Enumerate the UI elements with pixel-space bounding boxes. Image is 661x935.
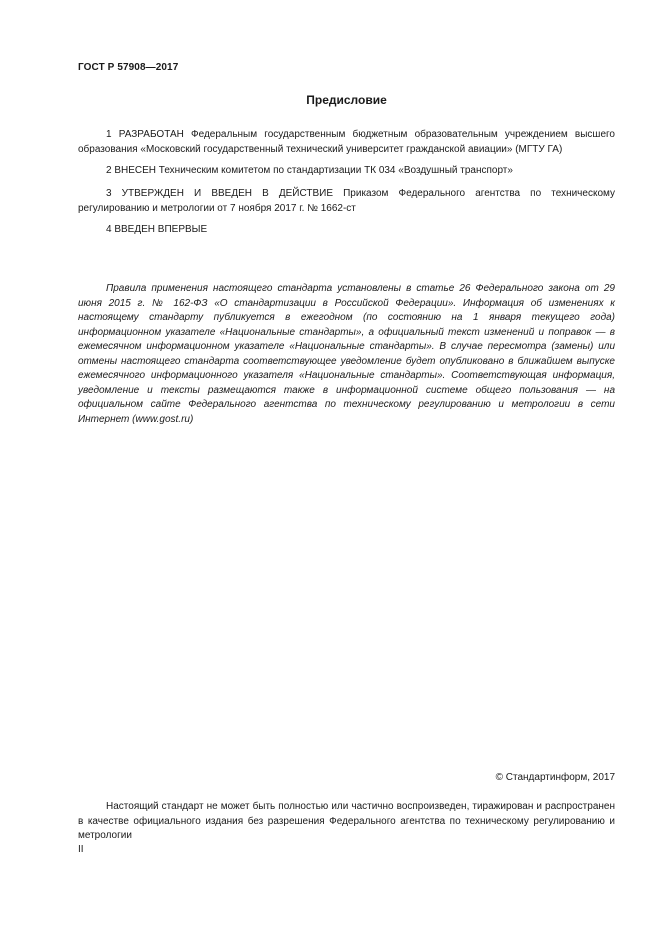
section-title: Предисловие xyxy=(306,93,387,107)
foreword-item-3: 3 УТВЕРЖДЕН И ВВЕДЕН В ДЕЙСТВИЕ Приказом Федерального агентства по техническому регулированию и метрологии от 7 ноября 2017 г. № 1662-ст xyxy=(78,188,615,214)
foreword-item-4: 4 ВВЕДЕН ВПЕРВЫЕ xyxy=(106,224,208,235)
foreword-item-1: 1 РАЗРАБОТАН Федеральным государственным бюджетным образовательным учреждением высшего образования «Московский государственный технический университет гражданской авиации» (МГТУ ГА) xyxy=(78,129,615,155)
copyright-line: © Стандартинформ, 2017 xyxy=(495,772,615,783)
application-rules-notice: Правила применения настоящего стандарта установлены в статье 26 Федерального закона от 29 июня 2015 г. № 162-ФЗ «О стандартизации в Российской Федерации». Информация об изменениях к настоящему стандарту публикуется в ежегодном (по состоянию на 1 января текущего года) информационном указателе «Национальные стандарты», а официальный текст изменений и поправок — в ежемесячном информационном указателе «Национальные стандарты». В случае пересмотра (замены) или отмены настоящего стандарта соответствующее уведомление будет опубликовано в ближайшем выпуске ежемесячного информационного указателя «Национальные стандарты». Соответствующая информация, уведомление и тексты размещаются также в информационной системе общего пользования — на официальном сайте Федерального агентства по техническому регулированию и метрологии в сети Интернет (www.gost.ru) xyxy=(78,283,615,425)
page-number: II xyxy=(78,844,84,855)
reproduction-rights-notice: Настоящий стандарт не может быть полностью или частично воспроизведен, тиражирован и распространен в качестве официального издания без разрешения Федерального агентства по техническому регулированию и метрологии xyxy=(78,801,615,841)
document-code: ГОСТ Р 57908—2017 xyxy=(78,62,179,73)
foreword-item-2: 2 ВНЕСЕН Техническим комитетом по стандартизации ТК 034 «Воздушный транспорт» xyxy=(106,165,513,176)
